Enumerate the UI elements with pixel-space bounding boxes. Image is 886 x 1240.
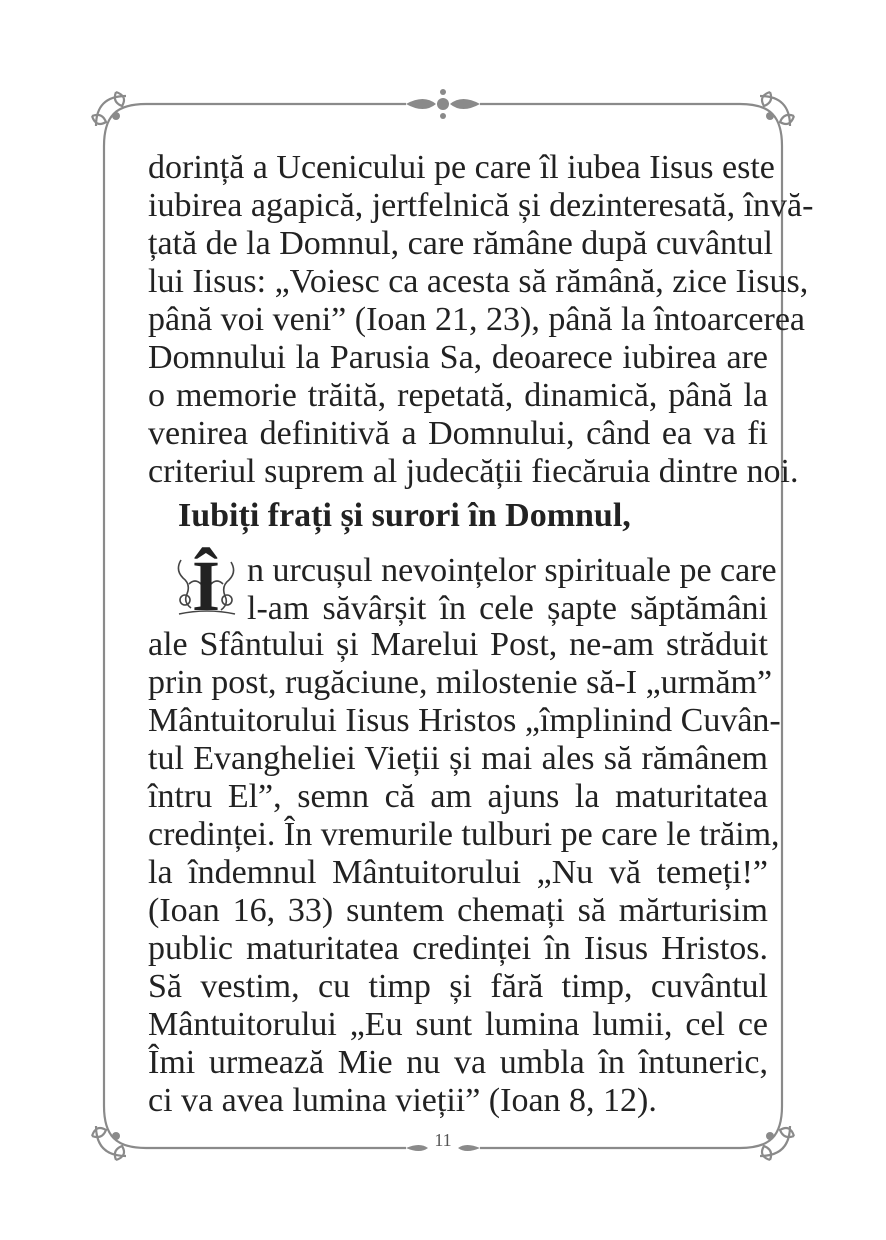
text-line: până voi veni” (Ioan 21, 23), până la întoarcerea [148, 301, 806, 338]
drop-cap-ornament-icon [175, 540, 237, 618]
text-line: (Ioan 16, 33) suntem chemați să mărturisim [148, 892, 768, 929]
paragraph-2 [148, 626, 781, 1120]
text-line: întru El”, semn că am ajuns la maturitatea [148, 778, 768, 815]
text-line: credinței. În vremurile tulburi pe care le trăim, [148, 816, 780, 853]
drop-cap [175, 540, 237, 618]
dropcap-lines [247, 552, 777, 628]
text-line: Îmi urmează Mie nu va umbla în întuneric, [148, 1044, 768, 1081]
text-line: Mântuitorului Iisus Hristos „împlinind Cuvân- [148, 702, 781, 739]
text-line: ale Sfântului și Marelui Post, ne-am străduit [148, 626, 768, 663]
section-heading: Iubiți frați și surori în Domnul, [178, 497, 631, 534]
text-line: o memorie trăită, repetată, dinamică, până la [148, 377, 768, 414]
text-line: Mântuitorului „Eu sunt lumina lumii, cel ce [148, 1006, 768, 1043]
page-number: 11 [434, 1130, 452, 1150]
text-line: țată de la Domnul, care rămâne după cuvântul [148, 225, 773, 262]
text-line: venirea definitivă a Domnului, când ea va fi [148, 415, 768, 452]
text-line: lui Iisus: „Voiesc ca acesta să rămână, zice Iisus, [148, 263, 809, 300]
text-line: l-am săvârșit în cele șapte săptămâni [247, 590, 768, 627]
text-line: ci va avea lumina vieții” (Ioan 8, 12). [148, 1082, 657, 1119]
text-line: tul Evangheliei Vieții și mai ales să rămânem [148, 740, 768, 777]
text-line: criteriul suprem al judecății fiecăruia dintre noi. [148, 453, 799, 490]
text-line: n urcușul nevoințelor spirituale pe care [247, 552, 777, 589]
drop-cap-letter: Î [191, 546, 221, 618]
text-line: Să vestim, cu timp și fără timp, cuvântul [148, 968, 768, 1005]
text-line: dorință a Ucenicului pe care îl iubea Iisus este [148, 149, 775, 186]
text-line: iubirea agapică, jertfelnică și dezinteresată, învă- [148, 187, 814, 224]
paragraph-1 [148, 149, 814, 491]
text-line: prin post, rugăciune, milostenie să-I „urmăm” [148, 664, 773, 701]
text-line: public maturitatea credinței în Iisus Hristos. [148, 930, 768, 967]
text-line: Domnului la Parusia Sa, deoarece iubirea are [148, 339, 768, 376]
text-line: la îndemnul Mântuitorului „Nu vă temeți!” [148, 854, 768, 891]
